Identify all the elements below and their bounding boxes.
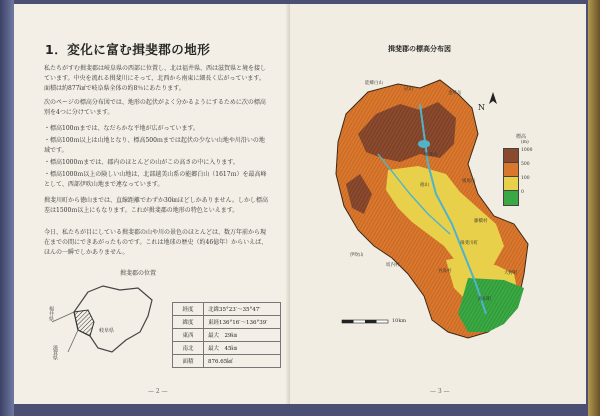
table-row [173,342,281,355]
page-number-left: — 2 — [148,388,168,395]
legend-unit: (m) [521,140,529,145]
map-title: 揖斐郡の標高分布図 [388,45,451,53]
bullet-item: ・標高100ｍ以上は山地となり、標高500ｍまでは起伏の少ない山地や川沿いの地域です。 [44,137,265,154]
book-edge-left [0,0,14,416]
map-label: 池田町 [478,297,492,302]
map-plain-region [458,278,524,332]
table-value: 東経136°16′〜136°39′ [204,316,281,329]
boundary-line [68,330,78,352]
legend-label: 1000 [521,148,533,153]
table-key: 南北 [173,342,204,355]
page-number-right: — 3 — [430,388,450,395]
map-label: 谷汲村 [438,269,452,274]
table-value: 最大 29㎞ [204,329,281,342]
map-label: 根尾川 [462,179,476,184]
map-label: 藤橋村 [474,219,488,224]
paragraph-2: 揖斐川町から徳山までは、直線距離でわずか30㎞ほどしかありません。しかし標高差は1500ｍ以上にもなります。これが揖斐郡の地形の特色といえます。 [44,197,268,214]
legend-paragraph: 次のページの標高分布図では、地形の起伏がよく分かるようにするために次の標高別を4つに分けています。 [44,99,266,116]
map-label: 能郷白山 [365,81,383,86]
book-edge-right [588,0,600,416]
intro-paragraph: 私たちがすむ揖斐郡は岐阜県の西部に位置し、北は福井県、西は滋賀県と境を接しています。中央を流れる揖斐川にそって、北西から南東に細長く広がっています。面積は約877㎢で岐阜県全体の約8％にあたります。 [44,65,267,92]
north-arrow [478,92,498,112]
map-label: 坂内村 [386,263,400,268]
table-key: 面積 [173,355,204,368]
location-inset-map [48,282,156,362]
inset-label-shiga: 滋賀県 [52,345,58,360]
table-row [173,355,281,368]
bullet-item: ・標高1000ｍ以上の険しい山地は、北部越美山系の能郷白山（1617ｍ）を最高峰として、西部伊吹山地まで連なっています。 [44,171,267,188]
table-key: 緯度 [173,316,204,329]
inset-label-fukui: 福井県 [48,306,54,321]
table-row [173,316,281,329]
legend-label: 500 [521,162,530,167]
inset-label-gifu: 岐阜県 [99,328,115,334]
map-label: 伊吹山 [350,253,364,258]
bullet-item: ・標高1000ｍまでは、郡内のほとんどの山がこの高さの中に入ります。 [44,159,239,166]
legend-title: 標高 [516,134,527,140]
map-label: 揖斐川町 [460,241,478,246]
scale-label: 10km [392,318,407,324]
section-heading: 1．変化に富む揖斐郡の地形 [45,42,211,57]
legend-label: 100 [521,176,530,181]
bullet-item: ・標高100ｍまでは、なだらかな平地が広がっています。 [44,125,199,132]
north-arrow-icon [488,92,498,110]
boundary-line [52,312,74,322]
legend-swatch [503,190,519,206]
table-key: 経度 [173,303,204,316]
district-info-table [172,302,281,368]
table-value: 876.65㎢ [204,355,281,368]
map-lake [418,140,430,148]
inset-caption: 揖斐郡の位置 [120,270,157,277]
table-key: 東西 [173,329,204,342]
table-value: 北緯35°23′〜35°47′ [204,303,281,316]
page-watermark [368,40,488,56]
map-label: 大野町 [504,271,518,276]
north-label: N [478,103,485,112]
table-row [173,303,281,316]
map-label: 金草岳 [448,91,462,96]
paragraph-3: 今日、私たちが目にしている揖斐郡の山や川の景色のほとんどは、数万年前から現在までの間にできあがったものです。これは地球の歴史（約46億年）からいえば、ほんの一瞬でしかありません。 [44,229,268,256]
scale-bar [340,318,400,326]
map-label: 徳山 [420,183,429,188]
table-value: 最大 45㎞ [204,342,281,355]
table-row [173,329,281,342]
map-label: 冠山 [404,87,413,92]
map-label: 揖斐川 [424,153,438,158]
legend-label: 0 [521,190,524,195]
